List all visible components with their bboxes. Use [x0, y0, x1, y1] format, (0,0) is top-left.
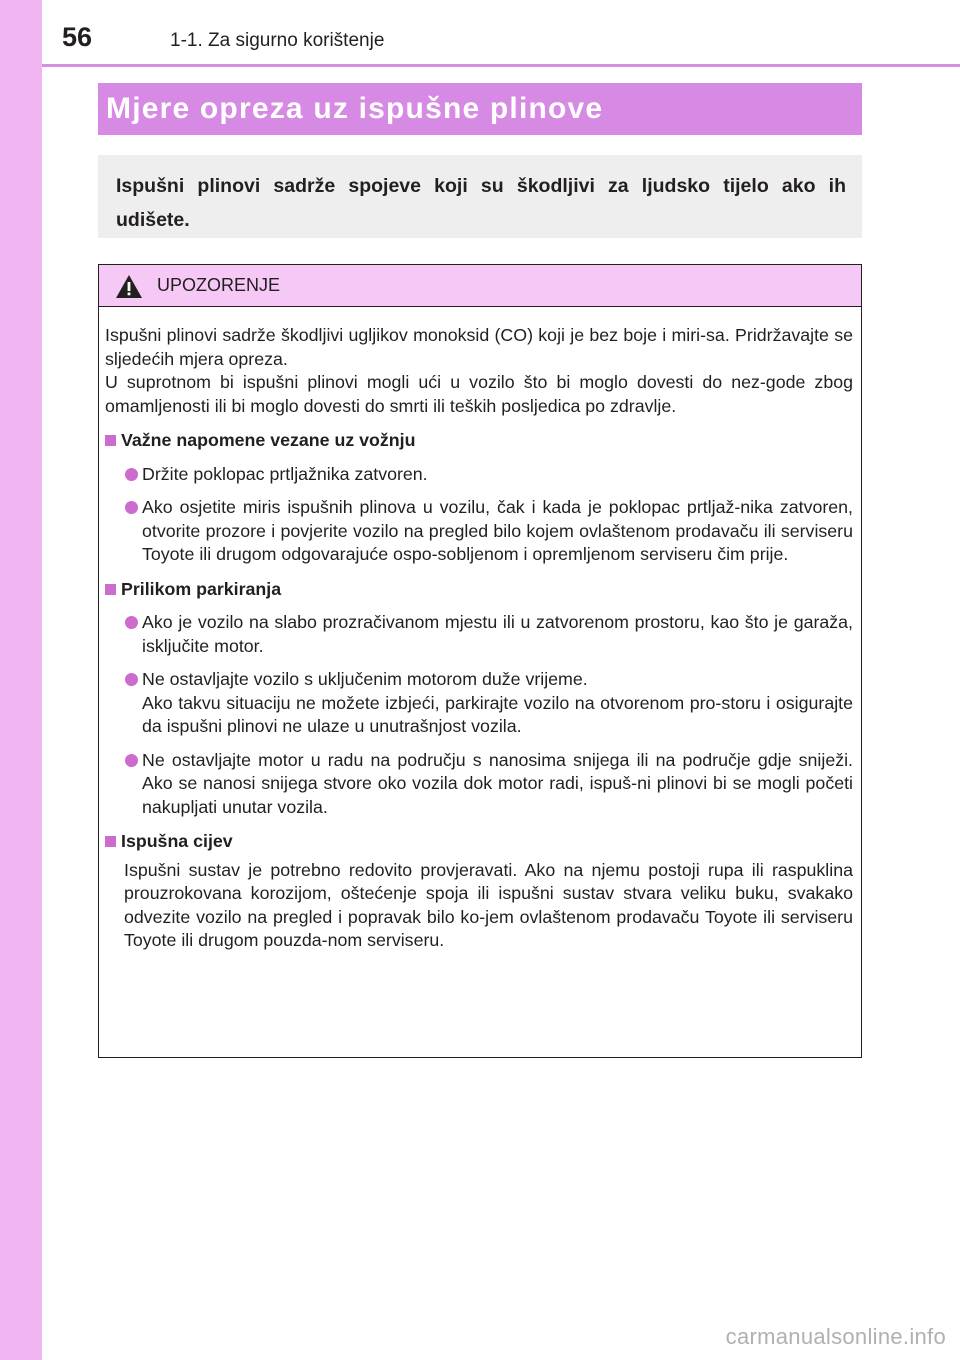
- bullet-dot-icon: [125, 501, 138, 514]
- warning-paragraph: U suprotnom bi ispušni plinovi mogli ući u vozilo što bi moglo dovesti do nez-gode zbog omamljenosti ili bi moglo dovesti do smrti ili teških posljedica po zdravlje.: [105, 372, 853, 416]
- section-heading-exhaust-pipe: Ispušna cijev: [105, 830, 853, 854]
- section-heading-driving: Važne napomene vezane uz vožnju: [105, 429, 853, 453]
- header-rule: [42, 64, 960, 67]
- square-bullet-icon: [105, 836, 116, 847]
- page-title-bar: [98, 83, 862, 135]
- list-item: Ne ostavljajte motor u radu na području s nanosima snijega ili na područje gdje sniježi. Ako se nanosi snijega stvore oko vozila dok motor radi, ispuš-ni plinovi bi se mogli početi nakupljati unutar vozila.: [125, 749, 853, 820]
- bullet-dot-icon: [125, 754, 138, 767]
- list-item: Ako je vozilo na slabo prozračivanom mjestu ili u zatvorenom prostoru, kao što je garaža, isključite motor.: [125, 611, 853, 658]
- warning-body: [99, 307, 861, 953]
- page-title: Mjere opreza uz ispušne plinove: [106, 92, 604, 125]
- warning-header: [99, 265, 861, 307]
- side-tab-strip: [0, 0, 42, 1360]
- square-bullet-icon: [105, 435, 116, 446]
- intro-box: [98, 155, 862, 238]
- warning-title: UPOZORENJE: [157, 275, 281, 295]
- intro-text: Ispušni plinovi sadrže spojeve koji su škodljivi za ljudsko tijelo ako ih udišete.: [116, 175, 846, 231]
- bullet-dot-icon: [125, 673, 138, 686]
- warning-triangle-icon: [115, 274, 143, 299]
- section-heading-parking: Prilikom parkiranja: [105, 578, 853, 602]
- list-item: Ako osjetite miris ispušnih plinova u vozilu, čak i kada je poklopac prtljaž-nika zatvoren, otvorite prozore i povjerite vozilo na pregled bilo kojem ovlaštenom prodavaču ili serviseru Toyote ili drugom odgovarajuće ospo-sobljenom i opremljenom serviseru čim prije.: [125, 496, 853, 567]
- watermark: carmanualsonline.info: [725, 1324, 946, 1349]
- bullet-dot-icon: [125, 616, 138, 629]
- warning-paragraph: Ispušni plinovi sadrže škodljivi ugljikov monoksid (CO) koji je bez boje i miri-sa. Pridržavajte se sljedećih mjera opreza.: [105, 325, 853, 369]
- list-item: Ne ostavljajte vozilo s uključenim motorom duže vrijeme. Ako takvu situaciju ne možete izbjeći, parkirajte vozilo na otvorenom pro-storu i osigurajte da ispušni plinovi ne ulaze u unutrašnjost vozila.: [125, 668, 853, 739]
- list-item: Držite poklopac prtljažnika zatvoren.: [125, 463, 853, 487]
- section-label: 1-1. Za sigurno korištenje: [170, 30, 385, 51]
- exhaust-pipe-text: Ispušni sustav je potrebno redovito provjeravati. Ako na njemu postoji rupa ili raspuklina prouzrokovana korozijom, oštećenje spoja ili ispušni sustav stvara veliku buku, svakako odvezite vozilo na pregled i popravak bilo ko-jem ovlaštenom prodavaču Toyote ili serviseru Toyote ili drugom pouzda-nom serviseru.: [124, 859, 853, 950]
- bullet-dot-icon: [125, 468, 138, 481]
- warning-box: [98, 264, 862, 1058]
- square-bullet-icon: [105, 584, 116, 595]
- page-number: 56: [62, 22, 93, 52]
